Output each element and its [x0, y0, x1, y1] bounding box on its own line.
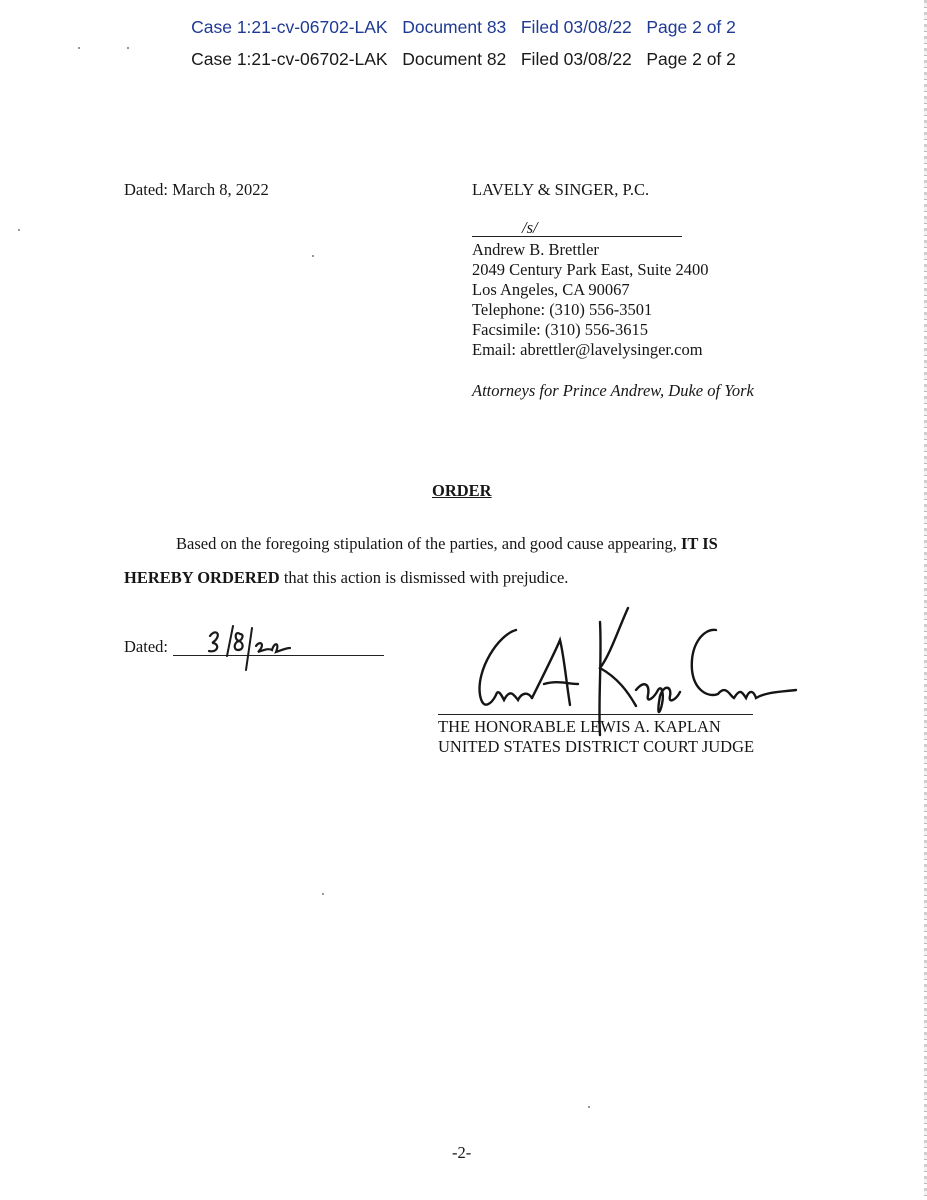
handwritten-date	[200, 620, 300, 675]
ecf-header-doc83: Case 1:21-cv-06702-LAK Document 83 Filed 03/08/22 Page 2 of 2	[191, 17, 736, 37]
address-line-1: 2049 Century Park East, Suite 2400	[472, 260, 709, 279]
ecf-header-doc82: Case 1:21-cv-06702-LAK Document 82 Filed 03/08/22 Page 2 of 2	[191, 49, 736, 69]
order-paragraph-line-2	[124, 568, 568, 588]
order-title: ORDER	[432, 481, 492, 500]
address-line-2: Los Angeles, CA 90067	[472, 280, 630, 299]
firm-name: LAVELY & SINGER, P.C.	[472, 180, 650, 199]
electronic-signature: /s/	[522, 218, 538, 237]
scan-speck	[588, 1106, 590, 1108]
scan-speck	[78, 47, 80, 49]
order-bold-text: IT IS	[680, 534, 718, 553]
judge-title: UNITED STATES DISTRICT COURT JUDGE	[438, 737, 755, 756]
scan-speck	[18, 229, 20, 231]
order-dated-label: Dated:	[124, 637, 168, 656]
order-bold-text: HEREBY ORDERED	[124, 568, 280, 587]
judge-name: THE HONORABLE LEWIS A. KAPLAN	[438, 717, 721, 736]
scan-speck	[127, 47, 129, 49]
scan-speck	[322, 893, 324, 895]
order-text: that this action is dismissed with prejudice.	[279, 568, 569, 587]
dated-line: Dated: March 8, 2022	[124, 180, 269, 199]
attorney-name: Andrew B. Brettler	[472, 240, 599, 259]
scan-speck	[312, 255, 314, 257]
order-paragraph-line-1	[176, 534, 718, 554]
order-text: Based on the foregoing stipulation of the parties, and good cause appearing,	[176, 534, 677, 553]
page-number: -2-	[452, 1143, 472, 1162]
facsimile: Facsimile: (310) 556-3615	[472, 320, 648, 339]
attorneys-for: Attorneys for Prince Andrew, Duke of York	[472, 381, 754, 400]
email: Email: abrettler@lavelysinger.com	[472, 340, 703, 359]
attorney-signature-line	[472, 236, 682, 237]
telephone: Telephone: (310) 556-3501	[472, 300, 653, 319]
